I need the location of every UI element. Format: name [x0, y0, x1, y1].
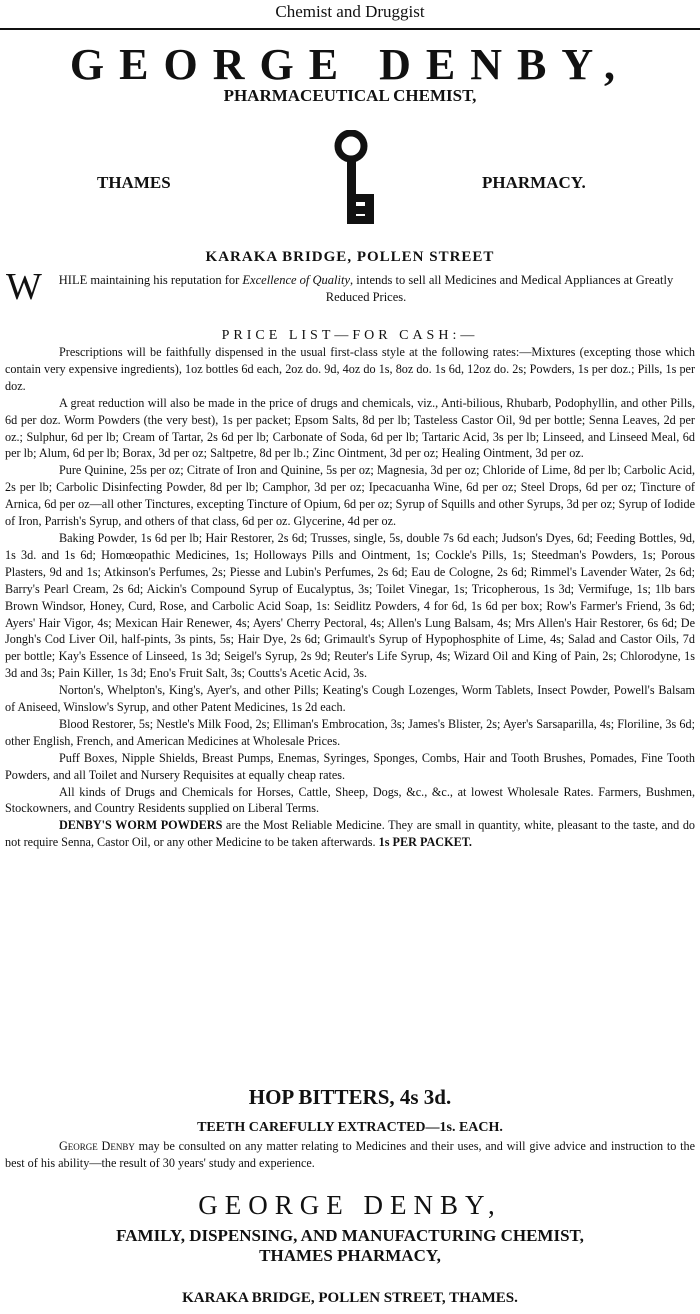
worm-powders-price: 1s PER PACKET. — [378, 835, 472, 850]
paragraph: Blood Restorer, 5s; Nestle's Milk Food, 2s; Elliman's Embrocation, 3s; James's Blister, 2s; Ayer's Sarsaparilla, 4s; Floriline, 3s 6d; other English, French, and American Medicines at Wholesale Prices. — [5, 716, 695, 748]
intro-tail: , intends to sell all Medicines and Medical Appliances at Greatly Reduced Prices. — [325, 273, 674, 304]
intro-text — [46, 272, 686, 306]
footer-name: GEORGE DENBY, — [198, 1190, 502, 1220]
footer-line-2: THAMES PHARMACY, — [259, 1246, 441, 1265]
address-line: KARAKA BRIDGE, POLLEN STREET — [205, 249, 495, 265]
intro-italic: Excellence of Quality — [242, 273, 351, 287]
key-icon — [329, 130, 379, 228]
header-rule — [0, 28, 700, 30]
price-list-body — [5, 344, 695, 851]
hop-bitters-heading: HOP BITTERS, 4s 3d. — [248, 1085, 452, 1109]
worm-powders-text: are the Most Reliable Medicine. They are small in quantity, white, pleasant to the taste, and do not require Senna, Castor Oil, or any other Medicine to be taken afterwards. — [5, 818, 696, 850]
footer-line-1: FAMILY, DISPENSING, AND MANUFACTURING CHEMIST, — [116, 1226, 584, 1245]
paragraph: Pure Quinine, 25s per oz; Citrate of Iron and Quinine, 5s per oz; Magnesia, 3d per oz; Chloride of Lime, 8d per lb; Carbolic Acid, 2s per lb; Carbolic Disinfecting Powder, 8d per lb; Camphor, 3d per oz; Ipecacuanha Wine, 6d per oz; Steel Drops, 6d per oz; Tincture of Arnica, 6d per oz—all other Tinctures, excepting Tincture of Opium, 6d per oz; Syrup of Squills and other Syrups, 3d per oz; Syrup of Iodide of Iron, Parrish's Syrup, and others of that class, 6d per oz. Glycerine, 4d per oz. — [5, 463, 695, 529]
running-head: Chemist and Druggist — [275, 2, 425, 21]
footer-tagline — [0, 1226, 700, 1266]
consult-body: may be consulted on any matter relating to Medicines and their uses, and will give advice and instruction to the best of his ability—the result of 30 years' study and experience. — [5, 1139, 695, 1170]
business-title: PHARMACEUTICAL CHEMIST, — [223, 86, 477, 105]
thames-label: THAMES — [97, 173, 171, 192]
paragraph: Norton's, Whelpton's, King's, Ayer's, and other Pills; Keating's Cough Lozenges, Worm Tablets, Insect Powder, Powell's Balsam of Aniseed, Winslow's Syrup, and other Patent Medicines, 1s 2d each. — [5, 683, 695, 715]
business-name: GEORGE DENBY, — [69, 40, 631, 89]
paragraph: A great reduction will also be made in the price of drugs and chemicals, viz., Anti-bilious, Rhubarb, Podophyllin, and other Pills, 6d per doz. Worm Powders (the very best), 1s per packet; Epsom Salts, 8d per lb; Tasteless Castor Oil, 9d per bottle; Senna Leaves, 2d per oz.; Sulphur, 6d per lb; Cream of Tartar, 2s 6d per lb; Carbonate of Soda, 6d per lb; Tartaric Acid, 3s per lb; Linseed, and Linseed Meal, 6d per lb; Alum, 6d per lb; Borax, 3d per oz; Saltpetre, 8d per lb.; Zinc Ointment, 3d per oz; Healing Ointment, 3d per oz. — [5, 395, 695, 461]
paragraph: All kinds of Drugs and Chemicals for Horses, Cattle, Sheep, Dogs, &c., &c., at lowest Wholesale Rates. Farmers, Bushmen, Stockowners, and Country Residents supplied on Liberal Terms. — [5, 784, 695, 816]
consult-paragraph — [5, 1138, 695, 1172]
footer-address: KARAKA BRIDGE, POLLEN STREET, THAMES. — [182, 1290, 518, 1306]
paragraph: Prescriptions will be faithfully dispensed in the usual first-class style at the following rates:—Mixtures (excepting those which contain very expensive ingredients), 1oz bottles 6d each, 2oz do. 9d, 4oz do 1s, 8oz do. 1s 6d, 12oz do. 2s; Powders, 1s per doz.; Pills, 1s per doz. — [5, 345, 695, 393]
consult-name: George Denby — [59, 1139, 135, 1153]
consult-text — [5, 1138, 695, 1172]
paragraph: Baking Powder, 1s 6d per lb; Hair Restorer, 2s 6d; Trusses, single, 5s, double 7s 6d each; Judson's Dyes, 6d; Feeding Bottles, 9d, 1s 3d. and 1s 6d; Homœopathic Medicines, 1s; Holloways Pills and Ointment, 1s; Cockle's Pills, 1s; Steedman's Powders, 1s; Porous Plasters, 9d and 1s; Atkinson's Perfumes, 2s; Piesse and Lubin's Perfumes, 2s 6d; Eau de Cologne, 2s 6d; Rimmel's Lavender Water, 2s 6d; Barry's Pearl Cream, 2s 6d; Aickin's Compound Syrup of Eucalyptus, 3s; Toilet Vinegar, 1s; Tricopherous, 1s 3d; Vermifuge, 1s; 1lb bars Brown Windsor, Honey, Curd, Rose, and Carbolic Acid Soap, 1s: Seidlitz Powders, 4 for 6d, 1s 6d per box; Row's Farmer's Friend, 3s 6d; Ayers' Hair Vigor, 4s; Mexican Hair Renewer, 4s; Ayers' Cherry Pectoral, 4s; Allen's Lung Balsam, 4s; Mrs Allen's Hair Restorer, 6s 6d; De Jongh's Cod Liver Oil, half-pints, 3s pints, 5s; Hair Dye, 2s 6d; Grimault's Syrup of Hypophosphite of Lime, 4s; Salad and Castor Oils, 7d per bottle; Kay's Essence of Linseed, 1s 3d; Seigel's Syrup, 2s 9d; Reuter's Life Syrup, 4s; Wizard Oil and King of Pain, 2s; Chlorodyne, 1s 3d and 3s; Pain Killer, 1s 3d; Eno's Fruit Salt, 3s; Coutts's Acetic Acid, 3s. — [5, 530, 695, 681]
worm-powders-lead: DENBY'S WORM POWDERS — [59, 818, 223, 833]
paragraph: Puff Boxes, Nipple Shields, Breast Pumps, Enemas, Syringes, Sponges, Combs, Hair and Tooth Brushes, Pomades, Fine Tooth Powders, and all Toilet and Nursery Requisites at equally cheap rates. — [5, 750, 695, 782]
teeth-heading: TEETH CAREFULLY EXTRACTED—1s. EACH. — [197, 1120, 503, 1135]
intro-lead: HILE maintaining his reputation for — [58, 273, 243, 287]
pharmacy-label: PHARMACY. — [482, 173, 586, 192]
price-list-heading: PRICE LIST—FOR CASH:— — [221, 328, 479, 343]
worm-powders-paragraph — [5, 817, 695, 851]
dropcap: W — [6, 266, 42, 308]
